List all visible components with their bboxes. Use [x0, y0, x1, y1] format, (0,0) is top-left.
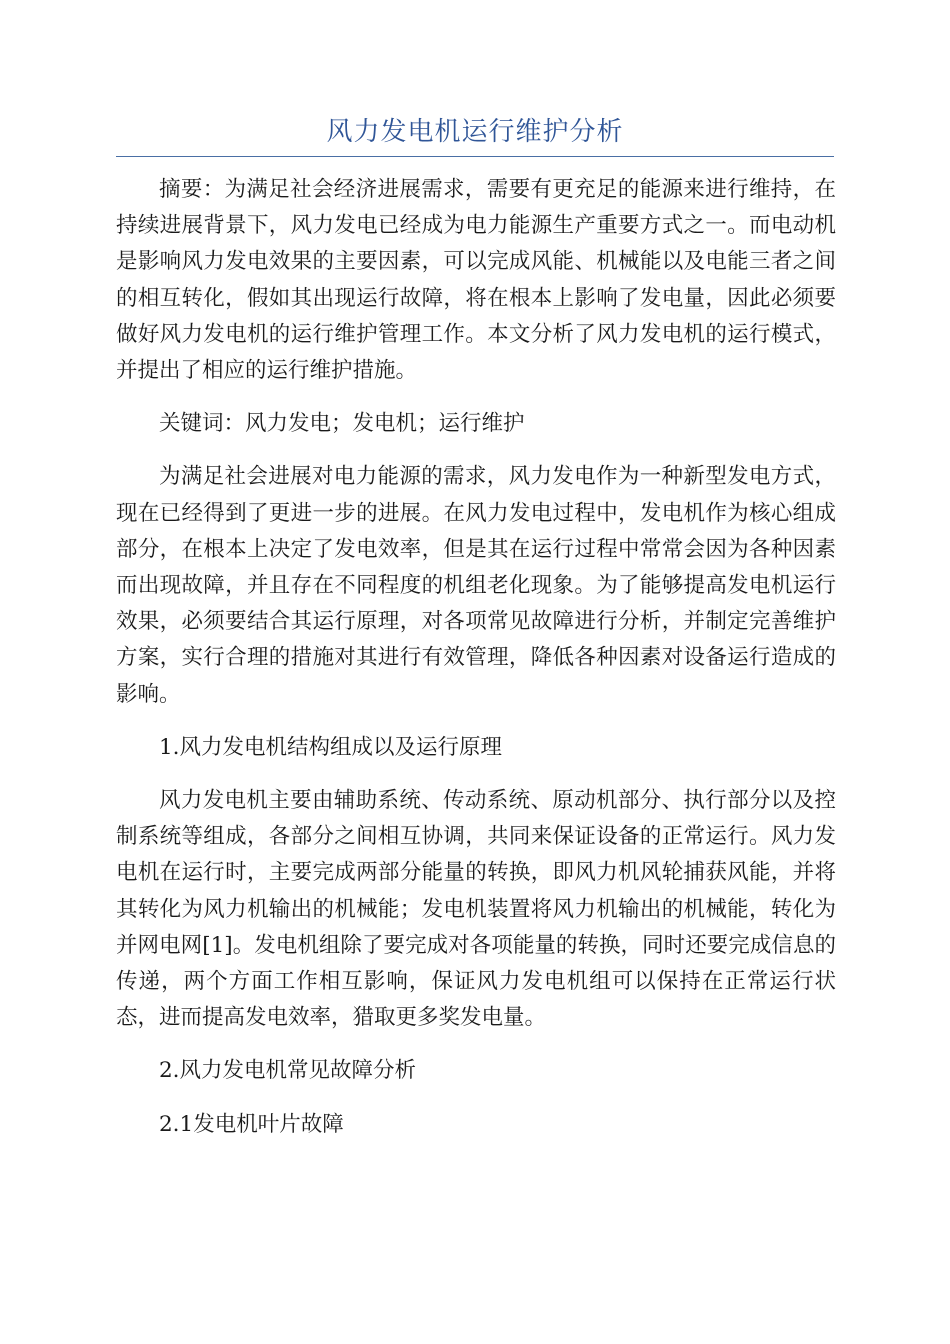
- section-1-paragraph: 风力发电机主要由辅助系统、传动系统、原动机部分、执行部分以及控制系统等组成，各部分之间相互协调，共同来保证设备的正常运行。风力发电机在运行时，主要完成两部分能量的转换，即风力机风轮捕获风能，并将其转化为风力机输出的机械能；发电机装置将风力机输出的机械能，转化为并网电网[1]。发电机组除了要完成对各项能量的转换，同时还要完成信息的传递，两个方面工作相互影响，保证风力发电机组可以保持在正常运行状态，进而提高发电效率，猎取更多奖发电量。: [116, 788, 836, 1031]
- section-heading-2: 2.风力发电机常见故障分析: [159, 1058, 417, 1084]
- title-block: [116, 112, 834, 157]
- keywords-paragraph: 关键词：风力发电；发电机；运行维护: [159, 411, 525, 437]
- intro-paragraph: 为满足社会进展对电力能源的需求，风力发电作为一种新型发电方式，现在已经得到了更进一步的进展。在风力发电过程中，发电机作为核心组成部分，在根本上决定了发电效率，但是其在运行过程中常常会因为各种因素而出现故障，并且存在不同程度的机组老化现象。为了能够提高发电机运行效果，必须要结合其运行原理，对各项常见故障进行分析，并制定完善维护方案，实行合理的措施对其进行有效管理，降低各种因素对设备运行造成的影响。: [116, 464, 836, 707]
- abstract-paragraph: 摘要：为满足社会经济进展需求，需要有更充足的能源来进行维持，在持续进展背景下，风力发电已经成为电力能源生产重要方式之一。而电动机是影响风力发电效果的主要因素，可以完成风能、机械能以及电能三者之间的相互转化，假如其出现运行故障，将在根本上影响了发电量，因此必须要做好风力发电机的运行维护管理工作。本文分析了风力发电机的运行模式，并提出了相应的运行维护措施。: [116, 177, 836, 384]
- section-heading-1: 1.风力发电机结构组成以及运行原理: [159, 734, 503, 760]
- subsection-heading-2-1: 2.1发电机叶片故障: [159, 1111, 344, 1137]
- document-title: 风力发电机运行维护分析: [326, 117, 624, 147]
- document-body: [116, 172, 836, 1160]
